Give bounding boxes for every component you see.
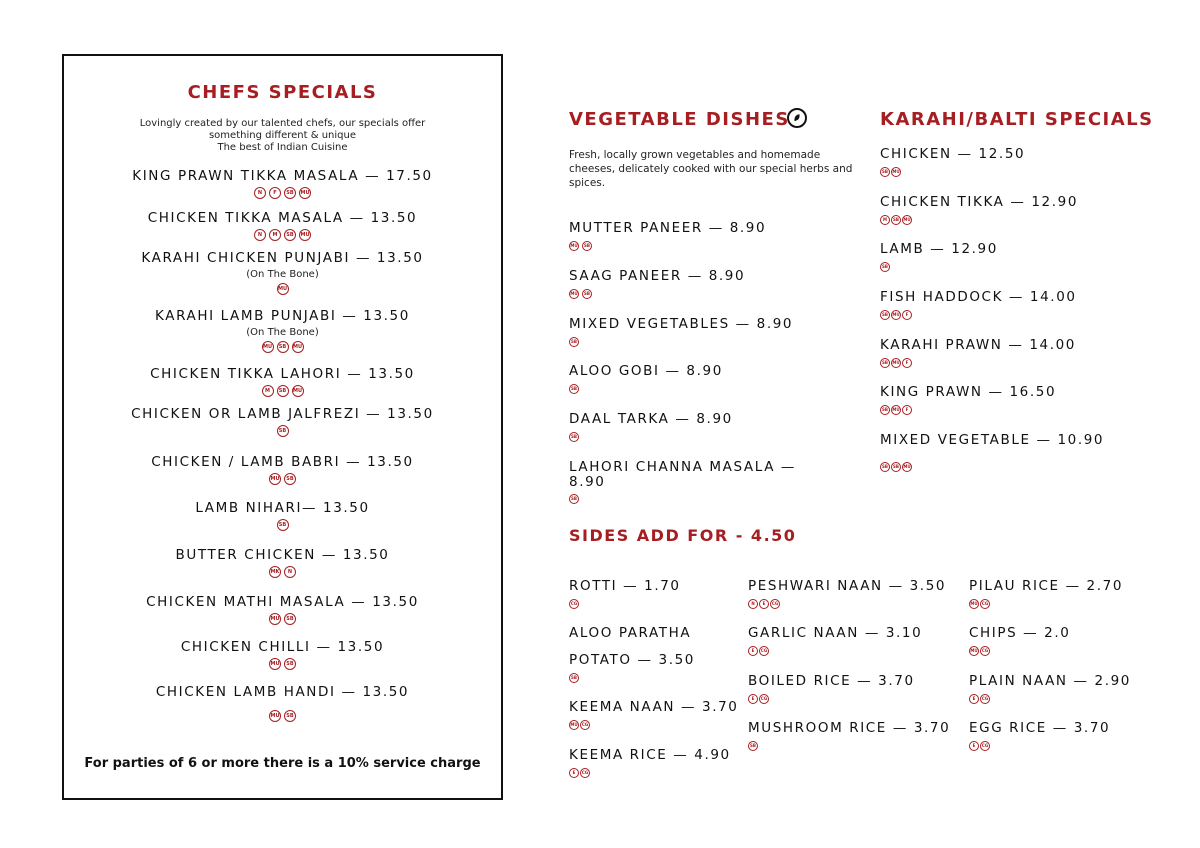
allergen-badges [64,283,501,295]
menu-item-name: POTATO — 3.50 [569,652,695,668]
menu-item-name: PLAIN NAAN — 2.90 [969,673,1131,689]
allergen-badges [880,262,998,272]
menu-item-name: FISH HADDOCK — 14.00 [880,289,1077,305]
allergen-badges [748,741,950,751]
allergen-badge-icon: MU [891,405,901,415]
allergen-group [969,599,990,609]
allergen-group [748,694,769,704]
allergen-badge-icon: SB [277,385,289,397]
allergen-group [269,566,281,578]
allergen-badge-icon: SB [284,187,296,199]
allergen-badge-icon: SB [880,167,890,177]
allergen-group [569,599,579,609]
allergen-badge-icon: MU [269,613,281,625]
allergen-group [569,384,579,394]
allergen-badges [569,494,796,504]
allergen-group [299,229,311,241]
allergen-badge-icon: CG [980,694,990,704]
chefs-specials-intro: Lovingly created by our talented chefs, our specials offer something different & unique The best of Indian Cuisine [139,118,426,153]
allergen-badges [64,519,501,531]
menu-item-note: (On The Bone) [246,269,319,280]
allergen-badges [880,462,1104,472]
allergen-badge-icon: SB [284,473,296,485]
allergen-badges [64,613,501,625]
allergen-badges [569,432,733,442]
allergen-badge-icon: SB [569,494,579,504]
allergen-badge-icon: MU [299,187,311,199]
menu-item-name: LAHORI CHANNA MASALA — [569,459,797,475]
allergen-badges [969,694,1131,704]
allergen-badge-icon: SB [284,229,296,241]
allergen-badges [748,646,922,656]
allergen-badges [569,599,681,609]
allergen-badge-icon: SB [569,432,579,442]
allergen-group [292,341,304,353]
menu-item [880,384,1056,415]
allergen-badge-icon: MU [569,289,579,299]
allergen-badge-icon: MU [292,385,304,397]
menu-item [569,363,723,394]
menu-item-name: CHICKEN LAMB HANDI — 13.50 [155,684,410,700]
menu-item-name: BOILED RICE — 3.70 [748,673,915,689]
menu-item [569,652,695,683]
allergen-badge-icon: MU [891,358,901,368]
allergen-badge-icon: MU [299,229,311,241]
allergen-badge-icon: MU [969,646,979,656]
allergen-group [284,710,296,722]
menu-item-name: CHICKEN TIKKA LAHORI — 13.50 [150,366,415,382]
allergen-badge-icon: CG [980,599,990,609]
allergen-group [262,385,274,397]
menu-item-name: CHIPS — 2.0 [969,625,1071,641]
menu-item [748,625,922,656]
menu-item [569,411,733,442]
allergen-group [284,613,296,625]
menu-item-name: MUTTER PANEER — 8.90 [569,220,767,236]
menu-item [64,366,501,397]
allergen-badge-icon: SB [748,741,758,751]
allergen-badge-icon: SB [880,310,890,320]
allergen-badge-icon: CG [569,599,579,609]
allergen-badge-icon: SB [880,358,890,368]
menu-item [64,454,501,485]
vegetable-dishes-title: VEGETABLE DISHES [569,109,790,130]
allergen-badges [969,741,1110,751]
allergen-group [269,658,281,670]
allergen-badge-icon: SB [284,710,296,722]
allergen-badges [64,658,501,670]
menu-item-name: KEEMA RICE — 4.90 [569,747,731,763]
allergen-badge-icon: MU [277,283,289,295]
allergen-badge-icon: MU [569,720,579,730]
allergen-group [569,768,590,778]
menu-item-note: (On The Bone) [246,327,319,338]
allergen-badge-icon: CG [580,720,590,730]
allergen-group [880,310,912,320]
menu-item [880,337,1076,368]
menu-item-name: LAMB NIHARI— 13.50 [195,500,370,516]
allergen-badge-icon: SB [880,405,890,415]
allergen-group [292,385,304,397]
allergen-badge-icon: SB [284,613,296,625]
allergen-group [277,519,289,531]
menu-item [64,406,501,437]
allergen-badge-icon: MU [569,241,579,251]
allergen-badge-icon: SB [569,337,579,347]
menu-item [969,720,1110,751]
allergen-badge-icon: SB [891,215,901,225]
menu-item [569,459,796,504]
allergen-badge-icon: F [902,405,912,415]
menu-item [969,673,1131,704]
allergen-badge-icon: MU [262,341,274,353]
menu-item-name: SAAG PANEER — 8.90 [569,268,746,284]
allergen-badge-icon: SB [569,384,579,394]
allergen-badges [569,241,766,251]
allergen-group [254,187,266,199]
allergen-badges [64,473,501,485]
allergen-badge-icon: SB [277,425,289,437]
allergen-badge-icon: M [269,229,281,241]
allergen-badge-icon: SB [277,341,289,353]
menu-item-name: CHICKEN — 12.50 [880,146,1026,162]
menu-item [569,699,738,730]
allergen-badge-icon: MU [269,658,281,670]
allergen-group [269,187,281,199]
allergen-badges [569,768,731,778]
allergen-group [969,646,990,656]
menu-item [64,639,501,670]
allergen-badges [64,187,501,199]
menu-item-name: CHICKEN TIKKA MASALA — 13.50 [147,210,418,226]
menu-item-name: KEEMA NAAN — 3.70 [569,699,739,715]
allergen-badges [880,215,1078,225]
vegetarian-icon [787,108,807,128]
menu-item-name: PILAU RICE — 2.70 [969,578,1124,594]
menu-item-name: CHICKEN OR LAMB JALFREZI — 13.50 [131,406,434,422]
menu-item [880,432,1104,472]
allergen-badges [969,599,1123,609]
allergen-badge-icon: M [262,385,274,397]
menu-item [880,289,1077,320]
menu-item-name: MUSHROOM RICE — 3.70 [748,720,951,736]
menu-item [64,500,501,531]
allergen-badge-icon: E [569,768,579,778]
allergen-badge-icon: SB [880,462,890,472]
allergen-group [269,473,281,485]
allergen-group [569,673,579,683]
menu-item [64,684,501,722]
menu-item [880,194,1078,225]
allergen-group [582,241,592,251]
menu-item-name: MIXED VEGETABLE — 10.90 [880,432,1105,448]
allergen-group [284,473,296,485]
allergen-group [748,599,780,609]
menu-item-name: EGG RICE — 3.70 [969,720,1111,736]
allergen-badge-icon: SB [569,673,579,683]
allergen-badge-icon: E [969,694,979,704]
menu-item-name: CHICKEN TIKKA — 12.90 [880,194,1079,210]
allergen-group [569,241,579,251]
menu-item [969,578,1123,609]
allergen-group [880,215,912,225]
allergen-badge-icon: MU [902,215,912,225]
menu-item-name: KARAHI LAMB PUNJABI — 13.50 [155,308,410,324]
menu-item [569,625,691,641]
menu-item-name: CHICKEN CHILLI — 13.50 [180,639,385,655]
allergen-group [880,262,890,272]
menu-item [64,250,501,295]
allergen-group [569,720,590,730]
menu-item [748,578,946,609]
allergen-group [748,646,769,656]
allergen-badges [880,405,1056,415]
menu-item [64,168,501,199]
allergen-group [269,710,281,722]
allergen-group [880,358,912,368]
allergen-badges [880,167,1025,177]
allergen-badge-icon: CG [580,768,590,778]
allergen-group [748,741,758,751]
menu-item-name: BUTTER CHICKEN — 13.50 [175,547,390,563]
menu-item-name: ROTTI — 1.70 [569,578,681,594]
allergen-badge-icon: CG [759,646,769,656]
allergen-badges [569,337,793,347]
allergen-badge-icon: MU [891,167,901,177]
allergen-badge-icon: SB [880,262,890,272]
menu-item [64,210,501,241]
menu-item [64,308,501,353]
allergen-group [284,658,296,670]
menu-item [64,547,501,578]
allergen-badge-icon: E [969,741,979,751]
allergen-badge-icon: CG [980,646,990,656]
menu-item-name: KARAHI CHICKEN PUNJABI — 13.50 [141,250,424,266]
allergen-badge-icon: MU [969,599,979,609]
allergen-group [569,337,579,347]
allergen-badge-icon: CG [980,741,990,751]
allergen-group [277,283,289,295]
allergen-group [262,341,274,353]
allergen-badge-icon: SB [582,241,592,251]
allergen-group [277,341,289,353]
allergen-badges [569,673,695,683]
allergen-badge-icon: F [269,187,281,199]
chefs-specials-panel [62,54,503,800]
allergen-group [277,425,289,437]
allergen-group [277,385,289,397]
allergen-group [880,167,901,177]
allergen-badges [569,289,745,299]
menu-item-name: CHICKEN / LAMB BABRI — 13.50 [151,454,414,470]
menu-item-name: PESHWARI NAAN — 3.50 [748,578,947,594]
allergen-badge-icon: MU [292,341,304,353]
allergen-badge-icon: N [284,566,296,578]
allergen-group [284,229,296,241]
menu-item [748,673,915,704]
allergen-badge-icon: N [748,599,758,609]
allergen-badges [64,341,501,353]
chefs-specials-title: CHEFS SPECIALS [187,82,378,103]
menu-item-name: MIXED VEGETABLES — 8.90 [569,316,794,332]
allergen-badge-icon: SB [284,658,296,670]
menu-item [569,268,745,299]
menu-item [569,220,766,251]
menu-item [64,594,501,625]
allergen-badge-icon: CG [759,694,769,704]
allergen-group [880,405,912,415]
allergen-badges [969,646,1070,656]
allergen-group [299,187,311,199]
allergen-badges [64,566,501,578]
allergen-badges [64,229,501,241]
allergen-group [284,187,296,199]
allergen-badge-icon: E [748,646,758,656]
allergen-badge-icon: SB [582,289,592,299]
allergen-badge-icon: MU [269,473,281,485]
menu-item-name: ALOO GOBI — 8.90 [569,363,723,379]
allergen-badge-icon: F [902,358,912,368]
allergen-group [269,613,281,625]
allergen-badge-icon: N [254,229,266,241]
allergen-badge-icon: F [902,310,912,320]
allergen-group [582,289,592,299]
allergen-badge-icon: E [759,599,769,609]
menu-item-name: GARLIC NAAN — 3.10 [748,625,923,641]
allergen-badge-icon: CG [770,599,780,609]
allergen-badges [64,710,501,722]
allergen-badge-icon: MU [269,710,281,722]
menu-item-name: DAAL TARKA — 8.90 [569,411,733,427]
allergen-badge-icon: MU [902,462,912,472]
allergen-badges [569,384,723,394]
allergen-badge-icon: MU [891,310,901,320]
allergen-group [284,566,296,578]
allergen-group [254,229,266,241]
allergen-badges [880,310,1077,320]
menu-item-name: KARAHI PRAWN — 14.00 [880,337,1076,353]
menu-item [569,747,731,778]
menu-item [880,146,1025,177]
menu-item [880,241,998,272]
menu-item [748,720,950,751]
allergen-group [969,694,990,704]
allergen-group [269,229,281,241]
allergen-badge-icon: E [748,694,758,704]
menu-item [969,625,1070,656]
menu-item-name: KING PRAWN TIKKA MASALA — 17.50 [132,168,433,184]
allergen-group [880,462,912,472]
allergen-badges [748,694,915,704]
menu-item-name: KING PRAWN — 16.50 [880,384,1057,400]
allergen-group [969,741,990,751]
allergen-badges [569,720,738,730]
allergen-badge-icon: M [880,215,890,225]
allergen-badge-icon: N [254,187,266,199]
sides-title: SIDES ADD FOR - 4.50 [569,526,797,545]
karahi-balti-title: KARAHI/BALTI SPECIALS [880,109,1154,130]
service-charge-note: For parties of 6 or more there is a 10% service charge [84,756,481,771]
menu-item-name: ALOO PARATHA [569,625,692,641]
vegetable-dishes-intro: Fresh, locally grown vegetables and homemade cheeses, delicately cooked with our special herbs and spices. [569,149,853,189]
menu-item-name: LAMB — 12.90 [880,241,998,257]
allergen-badges [880,358,1076,368]
allergen-badges [748,599,946,609]
allergen-badge-icon: MK [269,566,281,578]
menu-item-price: 8.90 [569,474,606,490]
menu-item [569,316,793,347]
allergen-group [569,494,579,504]
allergen-badge-icon: SB [891,462,901,472]
allergen-badge-icon: SB [277,519,289,531]
allergen-badges [64,425,501,437]
allergen-group [569,432,579,442]
menu-item [569,578,681,609]
menu-item-name: CHICKEN MATHI MASALA — 13.50 [146,594,419,610]
allergen-badges [64,385,501,397]
allergen-group [569,289,579,299]
